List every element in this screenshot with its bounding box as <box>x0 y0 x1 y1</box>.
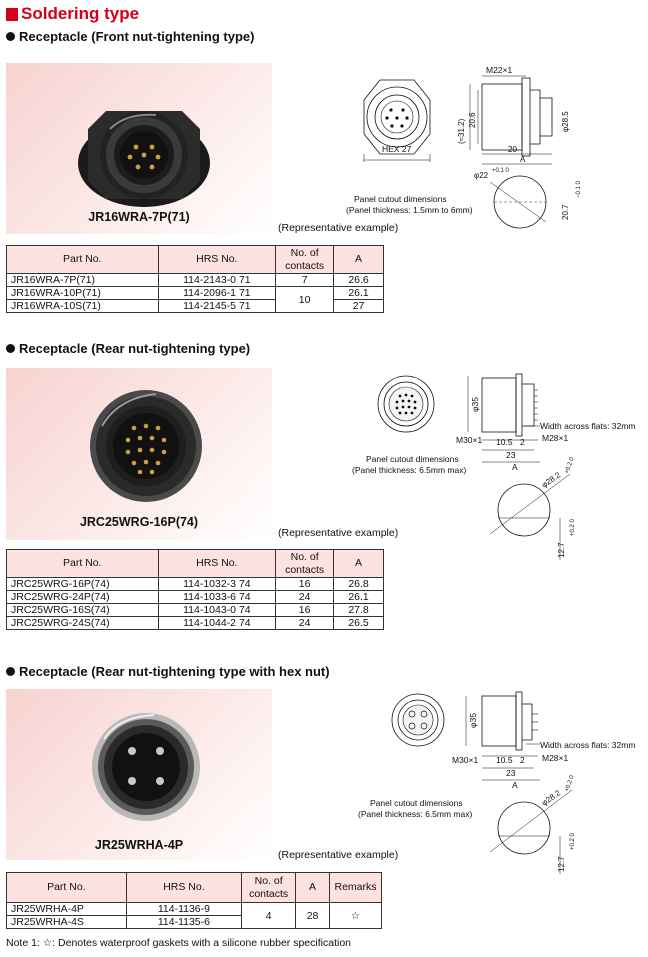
col-a: A <box>296 873 330 903</box>
col-contacts: No. of contacts <box>276 246 334 274</box>
cutout-dia-tol: +0.2 0 <box>564 774 576 793</box>
dim-m30: M30×1 <box>456 435 483 445</box>
col-part-no: Part No. <box>7 246 159 274</box>
table-row: JR25WRHA-4P 114-1136-9 4 28 ☆ <box>7 903 382 916</box>
dim-dia-35: φ35 <box>468 713 478 728</box>
page-title-text: Soldering type <box>21 4 140 23</box>
title-square-icon <box>6 8 18 21</box>
col-part-no: Part No. <box>7 873 127 903</box>
section-heading-hex-nut <box>6 664 330 679</box>
dim-m28: M28×1 <box>542 433 569 443</box>
dim-a: A <box>520 155 526 164</box>
section-heading-front-nut <box>6 29 254 44</box>
product-photo-jrc25wrg <box>6 368 272 540</box>
dim-20-6: 20.6 <box>468 112 477 128</box>
dim-m28: M28×1 <box>542 753 569 763</box>
page-title <box>6 4 139 24</box>
bullet-icon <box>6 32 15 41</box>
col-a: A <box>334 550 384 578</box>
product-label: JR16WRA-7P(71) <box>88 210 190 224</box>
spec-table-rear-nut <box>6 549 384 630</box>
col-contacts: No. of contacts <box>242 873 296 903</box>
section-heading-text: Receptacle (Rear nut-tightening type with hex nut) <box>19 664 330 679</box>
section-heading-text: Receptacle (Rear nut-tightening type) <box>19 341 251 356</box>
dim-hex: HEX 27 <box>382 144 412 154</box>
cutout-thickness: (Panel thickness: 6.5mm max) <box>358 809 473 819</box>
table-row: JRC25WRG-24S(74) 114-1044-2 74 24 26.5 <box>7 617 384 630</box>
representative-note: (Representative example) <box>278 849 399 861</box>
product-label: JR25WRHA-4P <box>94 838 184 852</box>
cutout-flat: 20.7 <box>561 204 570 220</box>
section-heading-rear-nut <box>6 341 250 356</box>
table-row: JRC25WRG-16P(74) 114-1032-3 74 16 26.8 <box>7 578 384 591</box>
cutout-title: Panel cutout dimensions <box>370 798 463 808</box>
cutout-flat-tol: +0.2 0 <box>570 519 576 536</box>
table-row: JR16WRA-10P(71) 114-2096-1 71 10 26.1 <box>7 287 384 300</box>
cutout-flat: 12.7 <box>557 542 566 558</box>
cutout-dia: φ22 <box>474 171 489 180</box>
cutout-thickness: (Panel thickness: 6.5mm max) <box>352 465 467 475</box>
col-hrs-no: HRS No. <box>158 246 276 274</box>
dim-flats: Width across flats: 32mm <box>540 740 636 750</box>
dim-10-5: 10.5 <box>496 755 513 765</box>
dim-a: A <box>512 780 518 790</box>
product-photo-jr25wrha <box>6 689 272 860</box>
dimension-drawing-rear-nut <box>340 370 640 562</box>
table-row: JR25WRHA-4S 114-1135-6 <box>7 916 382 929</box>
spec-table-front-nut <box>6 245 384 313</box>
representative-note: (Representative example) <box>278 527 399 539</box>
dim-dia-35: φ35 <box>470 397 480 412</box>
dim-a: A <box>512 462 518 472</box>
cutout-thickness: (Panel thickness: 1.5mm to 6mm) <box>346 205 473 215</box>
cutout-dia: φ28.2 <box>539 470 563 490</box>
dim-2: 2 <box>520 437 525 447</box>
dim-28-5: φ28.5 <box>561 111 570 132</box>
cutout-title: Panel cutout dimensions <box>366 454 459 464</box>
bullet-icon <box>6 344 15 353</box>
dimension-drawing-hex-nut <box>340 690 640 876</box>
col-a: A <box>334 246 384 274</box>
dimension-drawing-front-nut <box>340 62 640 234</box>
table-row: JRC25WRG-24P(74) 114-1033-6 74 24 26.1 <box>7 591 384 604</box>
col-hrs-no: HRS No. <box>158 550 276 578</box>
dim-23: 23 <box>506 450 516 460</box>
representative-note: (Representative example) <box>278 222 399 234</box>
cutout-flat-tol: −0.1 0 <box>576 181 582 198</box>
dim-flats: Width across flats: 32mm <box>540 421 636 431</box>
cutout-flat-tol: +0.2 0 <box>570 833 576 850</box>
col-hrs-no: HRS No. <box>126 873 241 903</box>
table-row: JRC25WRG-16S(74) 114-1043-0 74 16 27.8 <box>7 604 384 617</box>
footnote: Note 1: ☆: Denotes waterproof gaskets with a silicone rubber specification <box>6 937 352 949</box>
waterproof-star: ☆ <box>330 903 382 929</box>
col-contacts: No. of contacts <box>276 550 334 578</box>
cutout-dia-tol: +0.2 0 <box>564 456 576 475</box>
cutout-dia: φ28.2 <box>539 788 563 808</box>
dim-2: 2 <box>520 755 525 765</box>
connector-hex-nut-image <box>6 689 272 860</box>
dim-m30: M30×1 <box>452 755 479 765</box>
product-label: JRC25WRG-16P(74) <box>79 515 199 529</box>
spec-table-hex-nut <box>6 872 382 929</box>
table-row: JR16WRA-7P(71) 114-2143-0 71 7 26.6 <box>7 274 384 287</box>
cutout-title: Panel cutout dimensions <box>354 194 447 204</box>
dim-23: 23 <box>506 768 516 778</box>
cutout-flat: 12.7 <box>557 856 566 872</box>
dim-31-2: (≈31.2) <box>457 118 466 144</box>
dim-10-5: 10.5 <box>496 437 513 447</box>
col-remarks: Remarks <box>330 873 382 903</box>
dim-20: 20 <box>508 145 517 154</box>
bullet-icon <box>6 667 15 676</box>
connector-front-nut-image <box>6 63 272 234</box>
table-row: JR16WRA-10S(71) 114-2145-5 71 27 <box>7 300 384 313</box>
product-photo-jr16wra <box>6 63 272 234</box>
cutout-dia-tol: +0.1 0 <box>492 168 509 174</box>
section-heading-text: Receptacle (Front nut-tightening type) <box>19 29 255 44</box>
dim-m22: M22×1 <box>486 65 513 75</box>
col-part-no: Part No. <box>7 550 159 578</box>
